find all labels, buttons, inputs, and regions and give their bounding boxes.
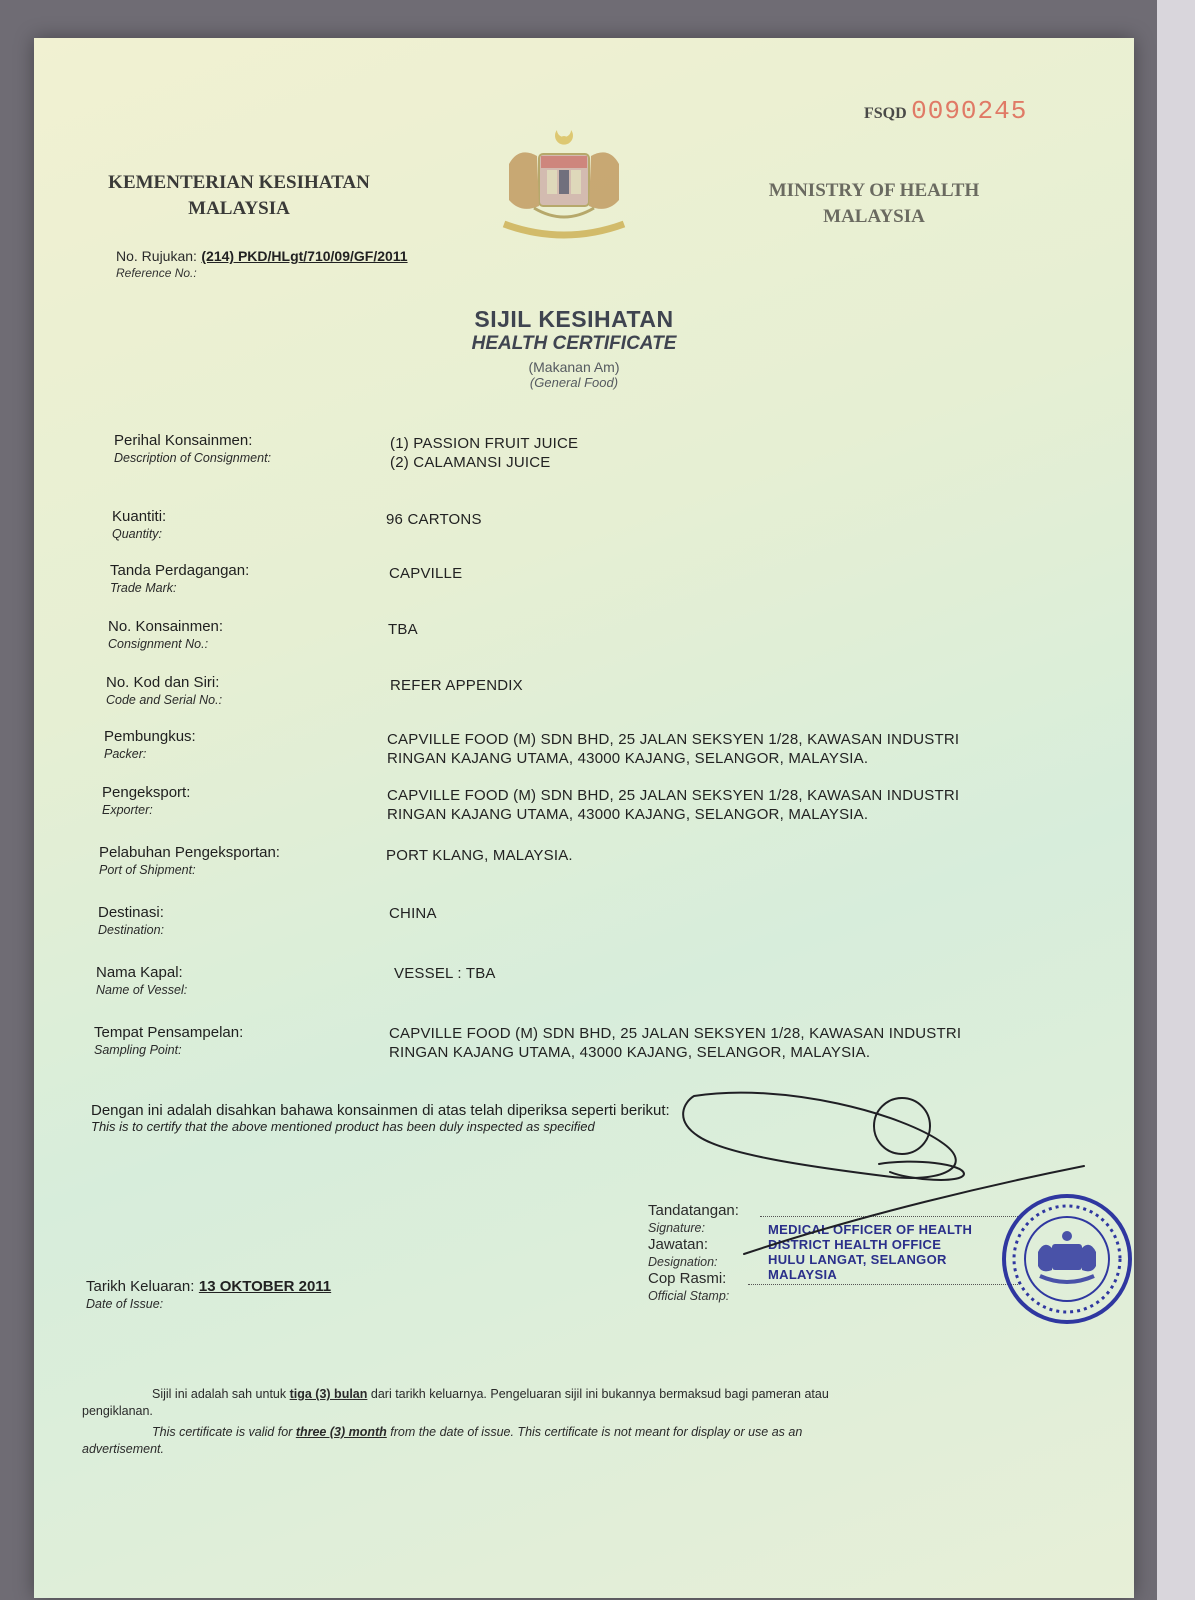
value-line: (1) PASSION FRUIT JUICE: [390, 435, 579, 452]
field-quantity-value: [386, 510, 482, 529]
coat-of-arms-icon: [489, 124, 639, 249]
field-destination: [98, 904, 398, 938]
stamp-line-4: MALAYSIA: [768, 1267, 838, 1282]
reference-label: No. Rujukan:: [116, 248, 197, 264]
validity-text: Sijil ini adalah sah untuk: [152, 1387, 287, 1401]
value-line: CAPVILLE FOOD (M) SDN BHD, 25 JALAN SEKSYEN 1/28, KAWASAN INDUSTRI: [387, 731, 960, 748]
value-line: CAPVILLE FOOD (M) SDN BHD, 25 JALAN SEKSYEN 1/28, KAWASAN INDUSTRI: [389, 1025, 962, 1042]
value-line: VESSEL : TBA: [394, 965, 496, 982]
field-label-en: Name of Vessel:: [96, 983, 188, 997]
title-malay: SIJIL KESIHATAN: [474, 306, 674, 332]
ministry-en-line1: MINISTRY OF HEALTH: [768, 180, 980, 201]
validity-text: pengiklanan.: [82, 1404, 153, 1418]
field-consignment-no-value: [388, 620, 418, 639]
field-code-serial-value: [390, 676, 523, 695]
field-vessel-value: [394, 964, 496, 983]
serial-number: 0090245: [911, 96, 1028, 126]
field-destination-value: [389, 904, 437, 923]
field-packer-value: [387, 730, 959, 768]
ministry-ms-line1: KEMENTERIAN KESIHATAN: [108, 172, 370, 193]
certification-english: This is to certify that the above mentioned product has been duly inspected as specified: [91, 1119, 595, 1134]
value-line: PORT KLANG, MALAYSIA.: [386, 847, 573, 864]
value-line: RINGAN KAJANG UTAMA, 43000 KAJANG, SELANGOR, MALAYSIA.: [387, 806, 869, 823]
value-line: (2) CALAMANSI JUICE: [390, 454, 551, 471]
field-label-en: Description of Consignment:: [114, 451, 272, 465]
date-of-issue: [86, 1278, 331, 1312]
certificate-title: [374, 306, 774, 390]
field-label: No. Kod dan Siri:: [106, 674, 220, 691]
field-label: Tanda Perdagangan:: [110, 562, 250, 579]
ministry-name-malay: [74, 170, 404, 222]
field-label: Pembungkus:: [104, 728, 196, 745]
field-code-serial: [106, 674, 406, 708]
field-label: Tempat Pensampelan:: [94, 1024, 244, 1041]
field-description-value: [390, 434, 578, 472]
field-label-en: Quantity:: [112, 527, 163, 541]
signature-label-en: Signature:: [648, 1221, 705, 1235]
field-label: Perihal Konsainmen:: [114, 432, 253, 449]
official-stamp-label: Cop Rasmi:: [648, 1270, 727, 1287]
validity-text-en: from the date of issue. This certificate is not meant for display or use as an: [390, 1425, 803, 1439]
field-label-en: Trade Mark:: [110, 581, 177, 595]
field-exporter-value: [387, 786, 959, 824]
field-vessel: [96, 964, 396, 998]
field-description: [114, 432, 414, 466]
value-line: 96 CARTONS: [386, 511, 482, 528]
stamp-line-3: HULU LANGAT, SELANGOR: [768, 1252, 947, 1267]
certification-statement: [91, 1102, 670, 1134]
validity-text: dari tarikh keluarnya. Pengeluaran sijil ini bukannya bermaksud bagi pameran atau: [370, 1387, 829, 1401]
field-label-en: Port of Shipment:: [99, 863, 196, 877]
issue-date-value: 13 OKTOBER 2011: [198, 1278, 332, 1295]
designation-label: Jawatan:: [648, 1236, 709, 1253]
field-label-en: Exporter:: [102, 803, 153, 817]
signature-label: Tandatangan:: [648, 1202, 739, 1219]
field-port-of-shipment: [99, 844, 399, 878]
reference-number: [116, 248, 408, 280]
validity-period-en: three (3) month: [295, 1425, 387, 1439]
ministry-en-line2: MALAYSIA: [823, 206, 925, 227]
field-label: Nama Kapal:: [96, 964, 183, 981]
field-label-en: Code and Serial No.:: [106, 693, 223, 707]
reference-value: (214) PKD/HLgt/710/09/GF/2011: [201, 248, 408, 264]
validity-text-en: advertisement.: [82, 1442, 164, 1456]
validity-period: tiga (3) bulan: [289, 1387, 368, 1401]
field-label: Kuantiti:: [112, 508, 167, 525]
issue-date-label-en: Date of Issue:: [86, 1297, 164, 1311]
field-label-en: Destination:: [98, 923, 165, 937]
official-stamp-label-en: Official Stamp:: [648, 1289, 730, 1303]
value-line: RINGAN KAJANG UTAMA, 43000 KAJANG, SELANGOR, MALAYSIA.: [389, 1044, 871, 1061]
field-sampling-point-value: [389, 1024, 961, 1062]
subtitle-english: (General Food): [529, 375, 619, 390]
subtitle-malay: (Makanan Am): [528, 359, 620, 375]
value-line: RINGAN KAJANG UTAMA, 43000 KAJANG, SELANGOR, MALAYSIA.: [387, 750, 869, 767]
serial-number-block: [864, 96, 1027, 126]
stamp-line-1: MEDICAL OFFICER OF HEALTH: [768, 1222, 973, 1237]
field-label: No. Konsainmen:: [108, 618, 224, 635]
field-label: Destinasi:: [98, 904, 164, 921]
issue-date-label: Tarikh Keluaran:: [86, 1278, 195, 1295]
field-trade-mark-value: [389, 564, 462, 583]
stamp-line: [748, 1284, 1018, 1285]
background-edge: [1157, 0, 1195, 1600]
value-line: CAPVILLE: [389, 565, 463, 582]
field-sampling-point: [94, 1024, 394, 1058]
stamp-line-2: DISTRICT HEALTH OFFICE: [768, 1237, 942, 1252]
validity-notice: [82, 1386, 1062, 1458]
field-quantity: [112, 508, 412, 542]
field-label-en: Consignment No.:: [108, 637, 209, 651]
title-english: HEALTH CERTIFICATE: [471, 333, 677, 354]
certification-malay: Dengan ini adalah disahkan bahawa konsainmen di atas telah diperiksa seperti berikut:: [91, 1102, 670, 1119]
value-line: CAPVILLE FOOD (M) SDN BHD, 25 JALAN SEKSYEN 1/28, KAWASAN INDUSTRI: [387, 787, 960, 804]
serial-label: FSQD: [864, 105, 907, 122]
field-packer: [104, 728, 404, 762]
ministry-name-english: [724, 178, 1024, 230]
reference-label-en: Reference No.:: [116, 266, 197, 280]
field-label: Pengeksport:: [102, 784, 191, 801]
field-consignment-no: [108, 618, 408, 652]
value-line: REFER APPENDIX: [390, 677, 523, 694]
value-line: TBA: [388, 621, 418, 638]
field-label: Pelabuhan Pengeksportan:: [99, 844, 280, 861]
field-trade-mark: [110, 562, 410, 596]
ministry-ms-line2: MALAYSIA: [188, 198, 290, 219]
field-label-en: Packer:: [104, 747, 147, 761]
certificate-paper: [34, 38, 1134, 1598]
value-line: CHINA: [389, 905, 437, 922]
field-label-en: Sampling Point:: [94, 1043, 182, 1057]
designation-label-en: Designation:: [648, 1255, 718, 1269]
validity-text-en: This certificate is valid for: [152, 1425, 293, 1439]
field-exporter: [102, 784, 402, 818]
handwritten-signature-icon: [664, 1084, 1094, 1274]
field-port-of-shipment-value: [386, 846, 573, 865]
